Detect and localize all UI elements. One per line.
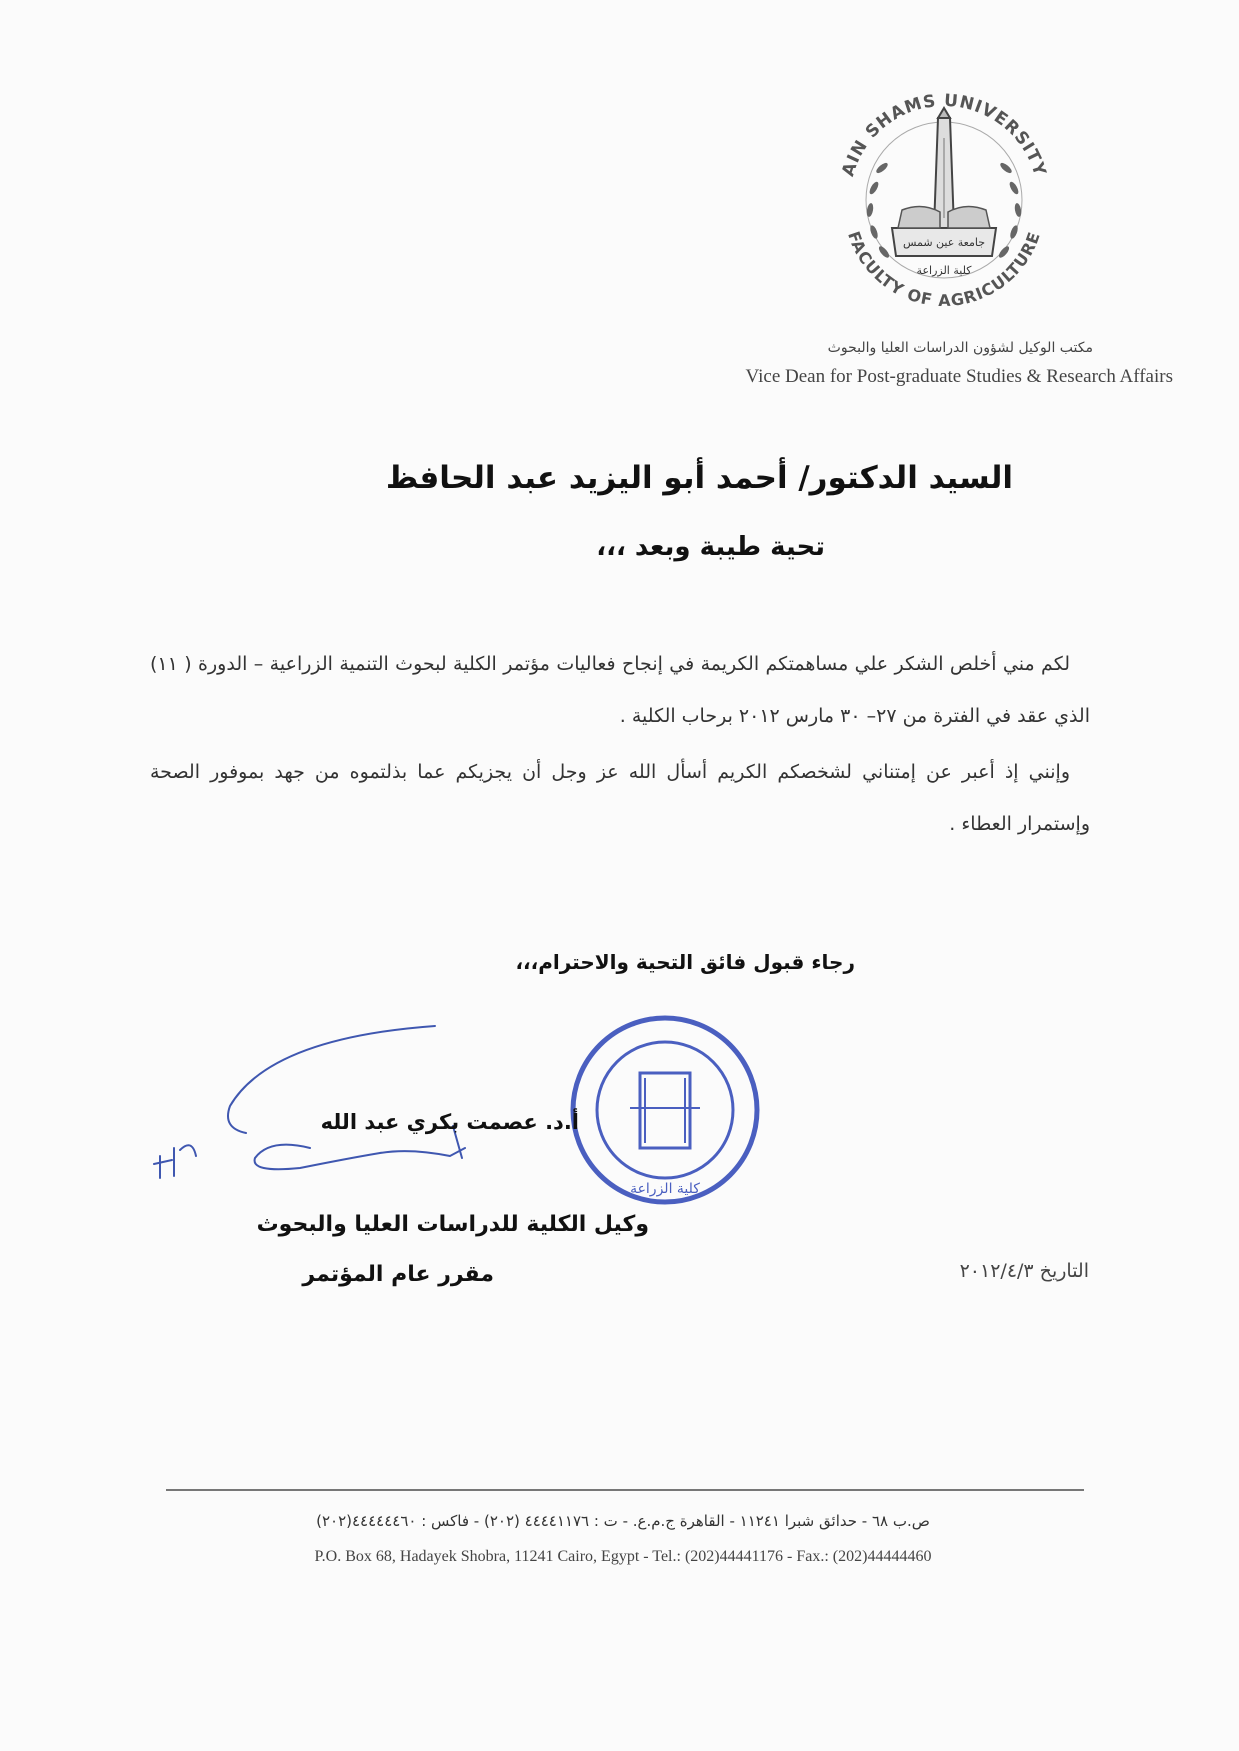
letter-date: التاريخ ٢٠١٢/٤/٣ xyxy=(959,1260,1089,1282)
office-name-arabic: مكتب الوكيل لشؤون الدراسات العليا والبحوث xyxy=(827,340,1093,356)
signer-role: مقرر عام المؤتمر xyxy=(302,1262,494,1287)
office-name-english: Vice Dean for Post-graduate Studies & Research Affairs xyxy=(745,366,1173,387)
handwritten-signature xyxy=(154,1026,465,1178)
letter-body xyxy=(150,638,1090,854)
footer-address-arabic: ص.ب ٦٨ - حدائق شبرا ١١٢٤١ - القاهرة ج.م.ع. - ت : ٤٤٤٤١١٧٦ (٢٠٢) - فاكس : ٤٤٤٤٤٤٦٠(٢٠٢) xyxy=(316,1512,930,1530)
footer-divider xyxy=(166,1489,1084,1491)
university-seal-logo xyxy=(822,78,1066,322)
stamp-text: كلية الزراعة xyxy=(630,1181,700,1197)
signer-title: وكيل الكلية للدراسات العليا والبحوث xyxy=(256,1212,649,1237)
signer-name: أ.د. عصمت بكري عبد الله xyxy=(320,1110,579,1134)
body-paragraph: وإنني إذ أعبر عن إمتناني لشخصكم الكريم أسأل الله عز وجل أن يجزيكم عما بذلتموه من جهد بموفور الصحة وإستمرار العطاء . xyxy=(150,761,1090,835)
official-stamp xyxy=(573,1018,757,1202)
closing-line: رجاء قبول فائق التحية والاحترام،،، xyxy=(515,950,855,974)
seal-bottom-text: FACULTY OF AGRICULTURE xyxy=(844,228,1044,311)
body-paragraph: لكم مني أخلص الشكر علي مساهمتكم الكريمة في إنجاح فعاليات مؤتمر الكلية لبحوث التنمية الزراعية – الدورة ( ١١) الذي عقد في الفترة من ٢٧– ٣٠ مارس ٢٠١٢ برحاب الكلية . xyxy=(150,653,1090,727)
greeting-line: تحية طيبة وبعد ،،، xyxy=(596,532,825,562)
seal-inner-text-1: جامعة عين شمس xyxy=(902,236,986,249)
addressee-line: السيد الدكتور/ أحمد أبو اليزيد عبد الحافظ xyxy=(385,460,1013,496)
seal-inner-text-2: كلية الزراعة xyxy=(916,264,972,277)
footer-address-english: P.O. Box 68, Hadayek Shobra, 11241 Cairo, Egypt - Tel.: (202)44441176 - Fax.: (202)44444460 xyxy=(314,1548,932,1565)
seal-top-text: AIN SHAMS UNIVERSITY xyxy=(838,90,1050,179)
